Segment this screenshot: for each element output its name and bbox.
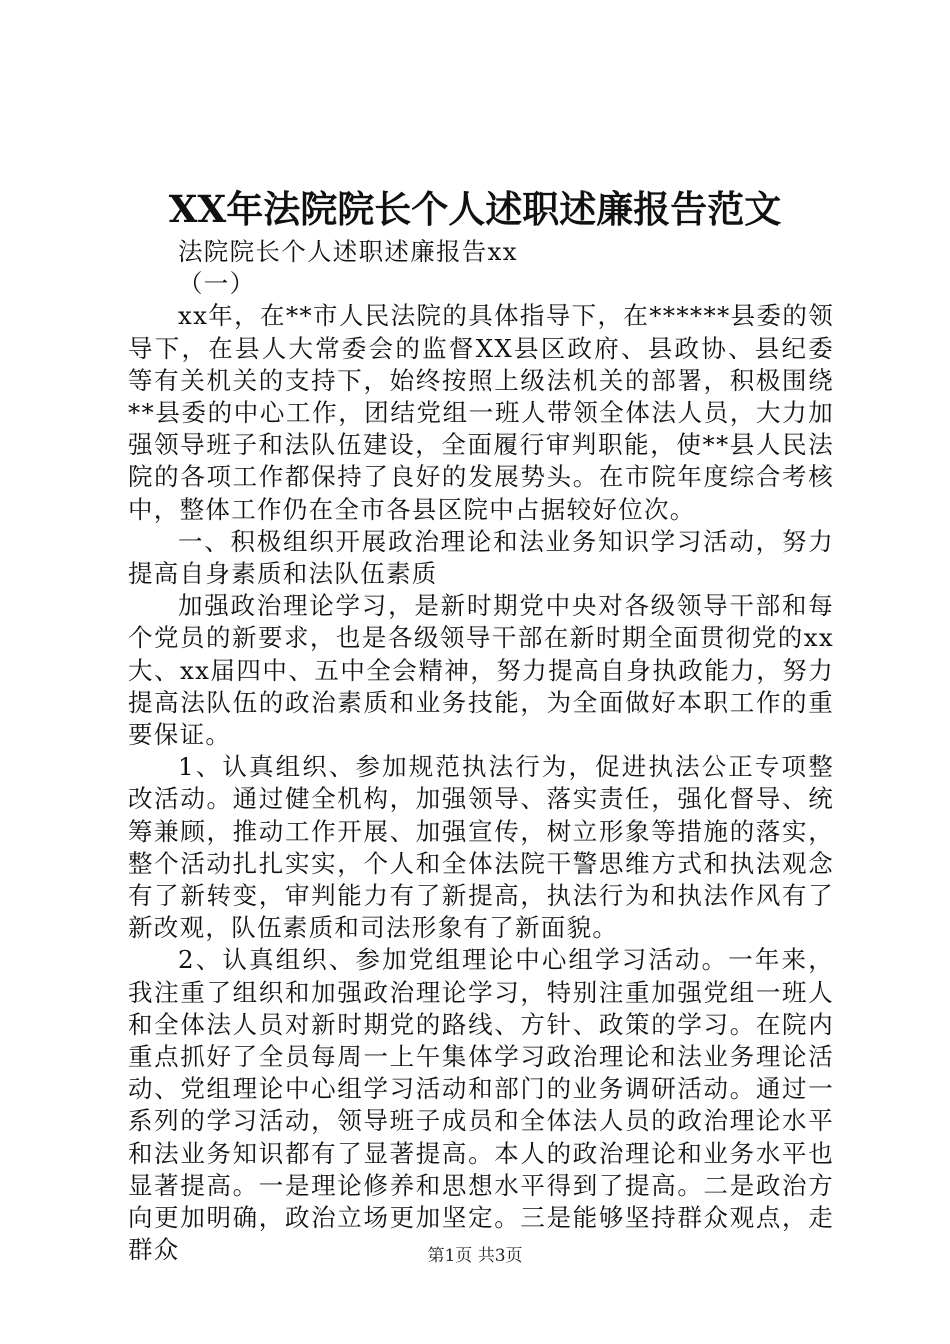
paragraph-intro: xx年，在**市人民法院的具体指导下，在******县委的领导下，在县人大常委会的监督XX县区政府、县政协、县纪委等有关机关的支持下，始终按照上级法机关的部署，积极围绕**县委的中心工作，团结党组一班人带领全体法人员，大力加强领导班子和法队伍建设，全面履行审判职能，使**县人民法院的各项工作都保持了良好的发展势头。在市院年度综合考核中，整体工作仍在全市各县区院中占据较好位次。 <box>128 301 834 524</box>
paragraph-item-1: 1、认真组织、参加规范执法行为，促进执法公正专项整改活动。通过健全机构，加强领导、落实责任，强化督导、统筹兼顾，推动工作开展、加强宣传，树立形象等措施的落实，整个活动扎扎实实，个人和全体法院干警思维方式和执法观念有了新转变，审判能力有了新提高，执法行为和执法作风有了新改观，队伍素质和司法形象有了新面貌。 <box>128 752 834 943</box>
document-subtitle: 法院院长个人述职述廉报告xx <box>178 237 518 266</box>
paragraph-study: 加强政治理论学习，是新时期党中央对各级领导干部和每个党员的新要求，也是各级领导干部在新时期全面贯彻党的xx大、xx届四中、五中全会精神，努力提高自身执政能力，努力提高法队伍的政治素质和业务技能，为全面做好本职工作的重要保证。 <box>128 591 834 750</box>
section-mark: （一） <box>178 269 256 299</box>
paragraph-item-2: 2、认真组织、参加党组理论中心组学习活动。一年来，我注重了组织和加强政治理论学习，特别注重加强党组一班人和全体法人员对新时期党的路线、方针、政策的学习。在院内重点抓好了全员每周一上午集体学习政治理论和法业务理论活动、党组理论中心组学习活动和部门的业务调研活动。通过一系列的学习活动，领导班子成员和全体法人员的政治理论水平和法业务知识都有了显著提高。本人的政治理论和业务水平也显著提高。一是理论修养和思想水平得到了提高。二是政治方向更加明确，政治立场更加坚定。三是能够坚持群众观点，走群众 <box>128 945 834 1265</box>
document-title: XX年法院院长个人述职述廉报告范文 <box>168 187 782 231</box>
page-number: 第1页 共3页 <box>427 1246 523 1266</box>
document-body <box>128 236 834 1267</box>
section-heading-1: 一、积极组织开展政治理论和法业务知识学习活动，努力提高自身素质和法队伍素质 <box>128 526 834 589</box>
